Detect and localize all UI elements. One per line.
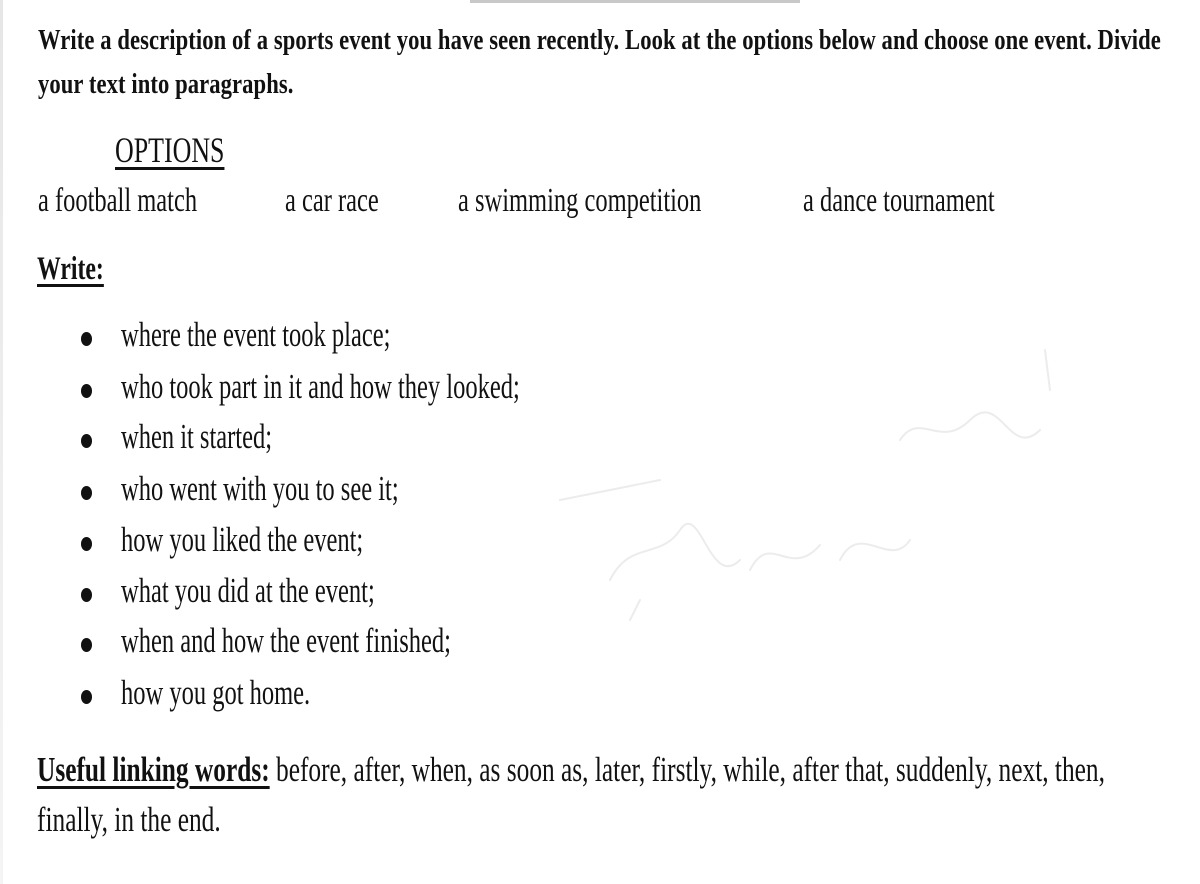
option-football-match: a football match <box>38 182 198 219</box>
list-item-text: when and how the event finished; <box>121 621 451 660</box>
list-item-text: how you liked the event; <box>121 520 364 559</box>
bullet-dot-icon <box>81 486 92 500</box>
bullet-dot-icon <box>81 588 92 602</box>
task-instruction: Write a description of a sports event you have seen recently. Look at the options below and choose one event. Divide your text into paragraphs. <box>38 24 1161 100</box>
bullet-dot-icon <box>81 434 92 448</box>
linking-words-list: before, after, when, as soon as, later, firstly, while, after that, suddenly, next, then, finally, in the end. <box>37 750 1105 839</box>
list-item-text: where the event took place; <box>121 315 391 354</box>
write-heading: Write: <box>37 251 104 287</box>
faint-pencil-marks <box>540 330 1100 660</box>
top-rule <box>470 0 800 3</box>
bullet-dot-icon <box>81 332 92 346</box>
scan-edge <box>0 0 3 884</box>
options-title: OPTIONS <box>115 130 225 170</box>
list-item-text: how you got home. <box>121 673 311 712</box>
bullet-dot-icon <box>81 690 92 704</box>
bullet-dot-icon <box>81 384 92 398</box>
list-item-text: what you did at the event; <box>121 571 375 610</box>
bullet-dot-icon <box>81 537 92 551</box>
option-swimming-competition: a swimming competition <box>458 182 702 219</box>
linking-words-label: Useful linking words: <box>37 750 270 789</box>
bullet-dot-icon <box>81 638 92 652</box>
option-dance-tournament: a dance tournament <box>803 182 995 219</box>
list-item-text: who went with you to see it; <box>121 469 399 508</box>
list-item-text: when it started; <box>121 417 273 456</box>
option-car-race: a car race <box>285 182 379 219</box>
linking-words-paragraph <box>37 745 1168 845</box>
list-item-text: who took part in it and how they looked; <box>121 367 520 406</box>
